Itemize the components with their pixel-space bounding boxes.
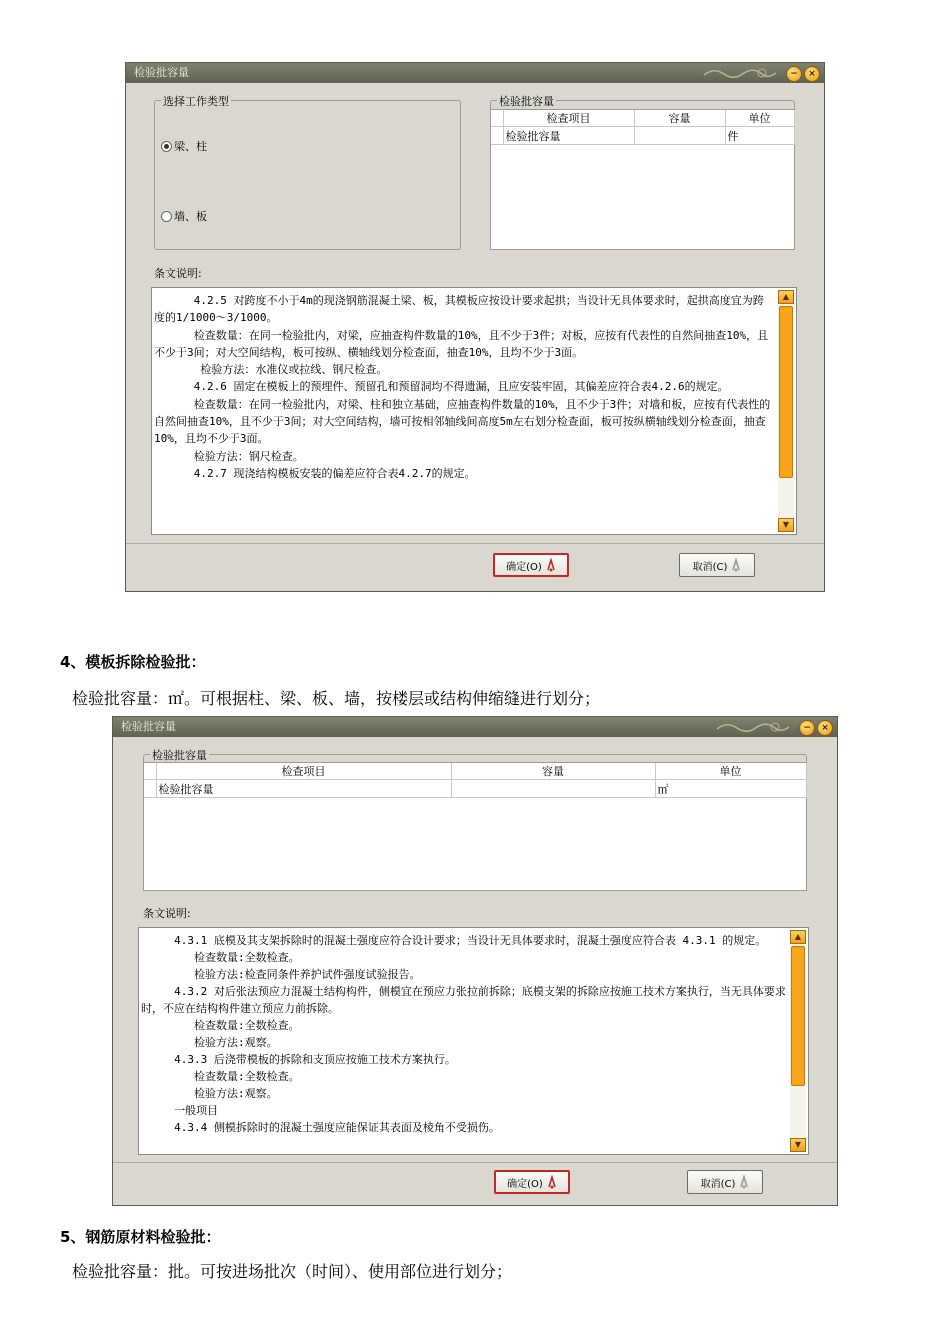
- footer-divider: [113, 1162, 837, 1163]
- title-ornament-icon: [702, 65, 782, 81]
- scroll-up-icon[interactable]: ▲: [778, 290, 794, 304]
- table-row[interactable]: [491, 127, 794, 145]
- title-ornament-icon: [715, 719, 795, 735]
- ok-button[interactable]: [494, 1170, 570, 1194]
- row-selector[interactable]: [144, 780, 156, 798]
- cancel-button-label: 取消(C): [700, 1178, 736, 1190]
- section-5-description: 检验批容量：批。可按进场批次（时间）、使用部位进行划分；: [72, 1262, 513, 1281]
- work-type-group-label: 选择工作类型: [163, 95, 229, 108]
- radio-label: 墙、板: [174, 210, 207, 223]
- header-spacer: [491, 110, 503, 127]
- cancel-button[interactable]: [679, 553, 755, 577]
- capacity-table: [144, 763, 807, 798]
- dialog-title: 检验批容量: [121, 720, 176, 733]
- header-spacer: [144, 763, 156, 780]
- ok-button-label: 确定(O): [506, 561, 542, 573]
- cancel-button[interactable]: [687, 1170, 763, 1194]
- section-4-heading: 4、模板拆除检验批：: [60, 653, 206, 671]
- section-4-description: 检验批容量：㎡。可根据柱、梁、板、墙，按楼层或结构伸缩缝进行划分；: [72, 689, 601, 708]
- ok-icon: [546, 558, 556, 572]
- notes-textbox[interactable]: [151, 287, 797, 535]
- notes-scrollbar[interactable]: [778, 290, 794, 532]
- capacity-grid: [490, 109, 795, 250]
- capacity-group-label: 检验批容量: [499, 95, 554, 108]
- minimize-icon[interactable]: −: [799, 720, 815, 736]
- table-header-row: [491, 110, 794, 127]
- ok-button[interactable]: [493, 553, 569, 577]
- notes-text: 4.2.5 对跨度不小于4m的现浇钢筋混凝土梁、板，其模板应按设计要求起拱；当设计无具体要求时，起拱高度宜为跨度的1/1000～3/1000。 检查数量：在同一检验批内，对梁，应抽查构件数量的10%，且不少于3件；对板，应按有代表性的自然间抽查10%，且不少于3间；对大空间结构，板可按纵、横轴线划分检查面，抽查10%，且均不少于3面。 检验方法：水准仪或拉线、钢尺检查。 4.2.6 固定在模板上的预埋件、预留孔和预留洞均不得遗漏，且应安装牢固，其偏差应符合表4.2.6的规定。 检查数量：在同一检验批内，对梁、柱和独立基础，应抽查构件数量的10%，且不少于3件；对墙和板，应按有代表性的自然间抽查10%，且不少于3间；对大空间结构，墙可按相邻轴线间高度5m左右划分检查面，板可按纵横轴线划分检查面，抽查10%，且均不少于3面。 检验方法：钢尺检查。 4.2.7 现浇结构模板安装的偏差应符合表4.2.7的规定。: [154, 294, 771, 480]
- work-type-group: [154, 95, 461, 250]
- cell-item: 检验批容量: [503, 127, 634, 145]
- cell-unit: 件: [725, 127, 794, 145]
- cancel-icon: [739, 1175, 749, 1189]
- cell-unit: ㎡: [655, 780, 806, 798]
- notes-scrollbar[interactable]: [790, 930, 806, 1152]
- capacity-dialog-2: [112, 716, 838, 1206]
- capacity-table: [491, 110, 795, 145]
- cell-capacity-input[interactable]: [451, 780, 655, 798]
- capacity-grid: [143, 762, 807, 891]
- cancel-icon: [731, 558, 741, 572]
- column-header-unit: 单位: [725, 110, 794, 127]
- column-header-item: 检查项目: [156, 763, 451, 780]
- row-selector[interactable]: [491, 127, 503, 145]
- scroll-down-icon[interactable]: ▼: [790, 1138, 806, 1152]
- capacity-dialog-1: [125, 62, 825, 592]
- scroll-thumb[interactable]: [779, 306, 793, 478]
- ok-icon: [547, 1175, 557, 1189]
- table-header-row: [144, 763, 806, 780]
- column-header-item: 检查项目: [503, 110, 634, 127]
- dialog-titlebar: [113, 717, 837, 737]
- dialog-title: 检验批容量: [134, 66, 189, 79]
- dialog-titlebar: [126, 63, 824, 83]
- notes-textbox[interactable]: [138, 927, 809, 1155]
- notes-text: 4.3.1 底模及其支架拆除时的混凝土强度应符合设计要求；当设计无具体要求时，混凝土强度应符合表 4.3.1 的规定。 检查数量:全数检查。 检验方法:检查同条件养护试件强度试验报告。 4.3.2 对后张法预应力混凝土结构构件，侧模宜在预应力张拉前拆除；底模支架的拆除应按施工技术方案执行，当无具体要求时，不应在结构构件建立预应力前拆除。 检查数量:全数检查。 检验方法:观察。 4.3.3 后浇带模板的拆除和支顶应按施工技术方案执行。 检查数量:全数检查。 检验方法:观察。 一般项目 4.3.4 侧模拆除时的混凝土强度应能保证其表面及棱角不受损伤。: [141, 934, 786, 1134]
- notes-label: 条文说明:: [143, 907, 191, 920]
- cell-item: 检验批容量: [156, 780, 451, 798]
- footer-divider: [126, 543, 824, 544]
- radio-beam-column[interactable]: [161, 138, 207, 154]
- radio-label: 梁、柱: [174, 140, 207, 153]
- radio-checked-icon: [161, 141, 172, 152]
- minimize-icon[interactable]: −: [786, 66, 802, 82]
- scroll-down-icon[interactable]: ▼: [778, 518, 794, 532]
- scroll-up-icon[interactable]: ▲: [790, 930, 806, 944]
- column-header-capacity: 容量: [634, 110, 725, 127]
- ok-button-label: 确定(O): [507, 1178, 543, 1190]
- cancel-button-label: 取消(C): [692, 561, 728, 573]
- radio-wall-slab[interactable]: [161, 208, 207, 224]
- radio-unchecked-icon: [161, 211, 172, 222]
- table-row[interactable]: [144, 780, 806, 798]
- section-5-heading: 5、钢筋原材料检验批：: [60, 1228, 221, 1246]
- cell-capacity-input[interactable]: [634, 127, 725, 145]
- scroll-thumb[interactable]: [791, 946, 805, 1086]
- capacity-group-label: 检验批容量: [152, 749, 207, 762]
- column-header-unit: 单位: [655, 763, 806, 780]
- notes-label: 条文说明:: [154, 267, 202, 280]
- close-icon[interactable]: ×: [804, 66, 820, 82]
- close-icon[interactable]: ×: [817, 720, 833, 736]
- column-header-capacity: 容量: [451, 763, 655, 780]
